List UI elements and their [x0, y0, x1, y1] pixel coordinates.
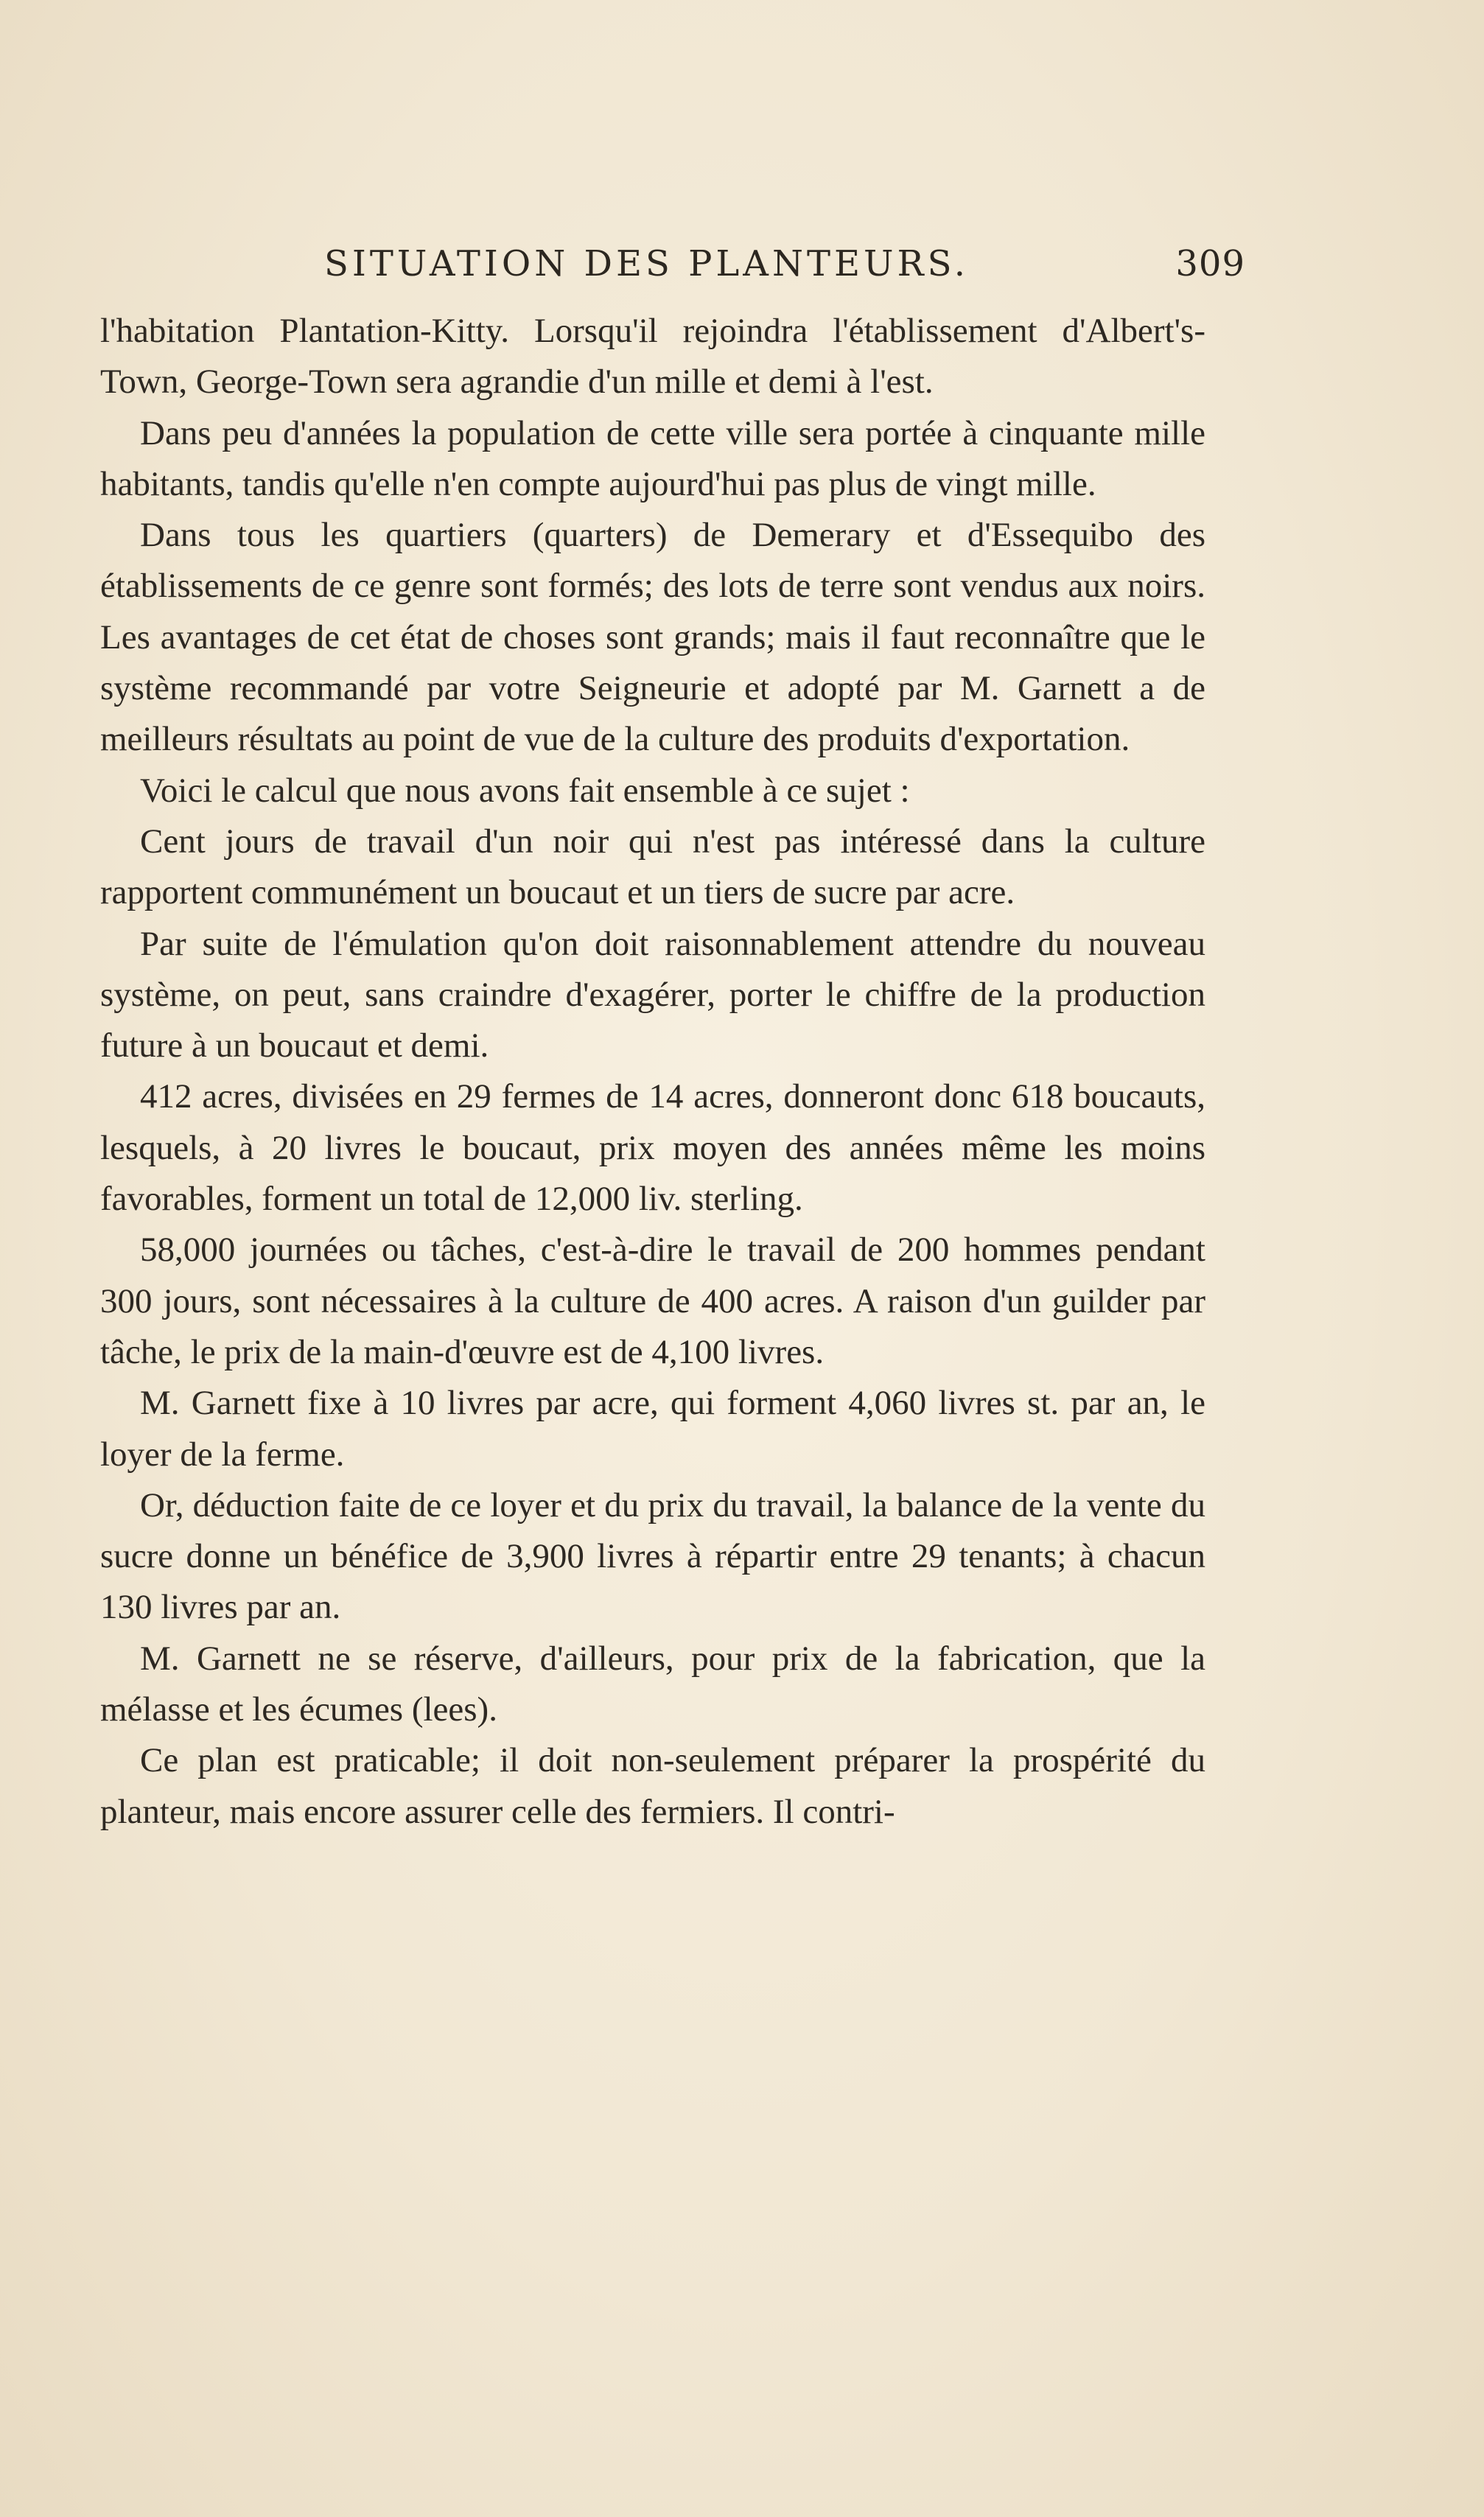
paragraph: Dans peu d'années la population de cette ville sera portée à cinquante mille habitants, tandis qu'elle n'en compte aujourd'hui pas plus de vingt mille.: [100, 413, 1205, 503]
paragraph: Dans tous les quartiers (quarters) de Demerary et d'Essequibo des établissements de ce genre sont formés; des lots de terre sont vendus aux noirs. Les avantages de cet état de choses sont grands; mais il faut reconnaître que le système recommandé par votre Seigneurie et adopté par M. Garnett a de meilleurs résultats au point de vue de la culture des produits d'exportation.: [100, 516, 1205, 759]
page-header: [317, 243, 1245, 302]
paragraph: Ce plan est praticable; il doit non-seulement préparer la prospérité du planteur, mais encore assurer celle des fermiers. Il contri-: [100, 1741, 1205, 1831]
paragraph: Cent jours de travail d'un noir qui n'est pas intéressé dans la culture rapportent communément un boucaut et un tiers de sucre par acre.: [100, 822, 1205, 912]
paragraph: M. Garnett ne se réserve, d'ailleurs, pour prix de la fabrication, que la mélasse et les écumes (lees).: [100, 1639, 1205, 1729]
paragraph: Par suite de l'émulation qu'on doit raisonnablement attendre du nouveau système, on peut, sans craindre d'exagérer, porter le chiffre de la production future à un boucaut et demi.: [100, 924, 1205, 1065]
paragraph: Voici le calcul que nous avons fait ensemble à ce sujet :: [140, 771, 910, 810]
paragraph: l'habitation Plantation-Kitty. Lorsqu'il rejoindra l'établissement d'Albert's-Town, George-Town sera agrandie d'un mille et demi à l'est.: [100, 312, 1205, 402]
page-number: 309: [1175, 243, 1245, 284]
paragraph: 412 acres, divisées en 29 fermes de 14 acres, donneront donc 618 boucauts, lesquels, à 20 livres le boucaut, prix moyen des années même les moins favorables, forment un total de 12,000 liv. sterling.: [100, 1077, 1205, 1219]
body-text: [100, 306, 1205, 1838]
paragraph: 58,000 journées ou tâches, c'est-à-dire le travail de 200 hommes pendant 300 jours, sont nécessaires à la culture de 400 acres. A raison d'un guilder par tâche, le prix de la main-d'œuvre est de 4,100 livres.: [100, 1231, 1205, 1371]
paragraph: M. Garnett fixe à 10 livres par acre, qui forment 4,060 livres st. par an, le loyer de la ferme.: [100, 1384, 1205, 1474]
paragraph: Or, déduction faite de ce loyer et du prix du travail, la balance de la vente du sucre donne un bénéfice de 3,900 livres à répartir entre 29 tenants; à chacun 130 livres par an.: [100, 1485, 1205, 1627]
running-title: SITUATION DES PLANTEURS.: [324, 243, 970, 284]
